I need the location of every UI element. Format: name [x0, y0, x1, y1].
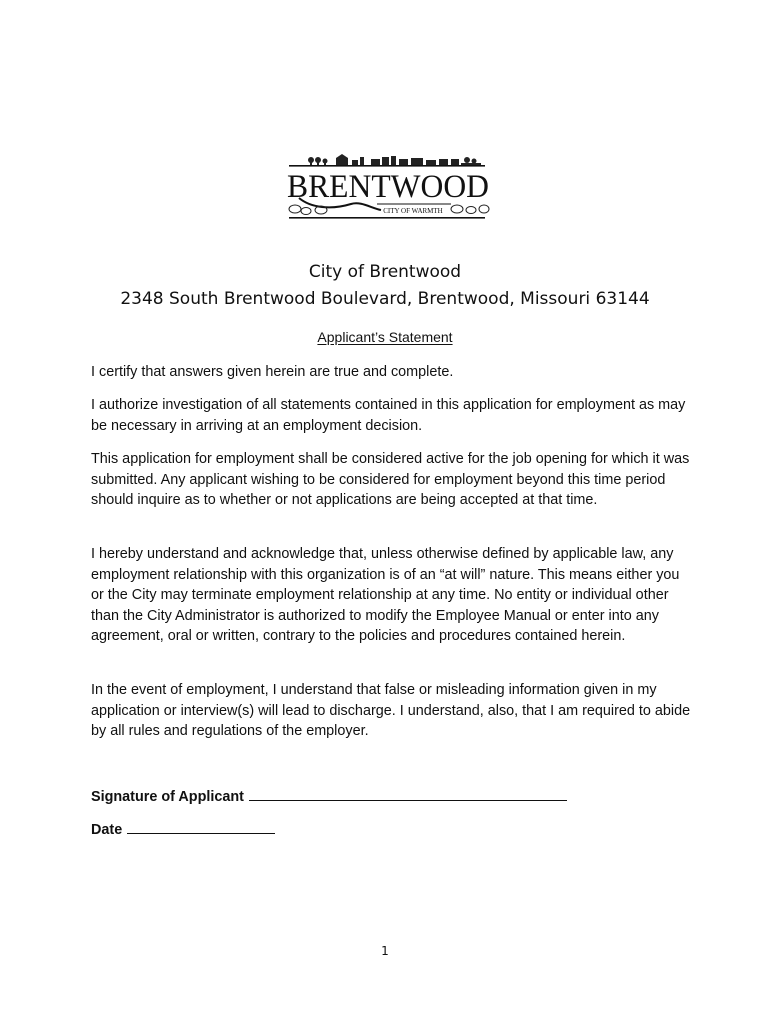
signature-field[interactable] [249, 788, 567, 801]
brentwood-logo [281, 152, 495, 224]
paragraph-active-period: This application for employment shall be considered active for the job opening for which it was submitted. Any applicant wishing to be considered for employment beyond this time period should inquire as to whether or not applications are being accepted at that time. [91, 451, 690, 508]
date-label: Date [91, 822, 123, 838]
signature-label: Signature of Applicant [91, 789, 244, 805]
city-name: City of Brentwood [308, 262, 462, 282]
page-number: 1 [381, 944, 389, 958]
section-title: Applicant’s Statement [317, 329, 453, 345]
paragraph-authorize: I authorize investigation of all statements contained in this application for employment as may be necessary in arriving at an employment decision. [91, 397, 686, 434]
logo-wordmark: BRENTWOOD [287, 169, 489, 205]
date-field[interactable] [127, 821, 275, 834]
date-row [91, 821, 275, 838]
skyline-icon [308, 154, 481, 165]
paragraph-at-will: I hereby understand and acknowledge that, unless otherwise defined by applicable law, any employment relationship with this organization is of an “at will” nature. This means either you or the City may terminate employment relationship at any time. No entity or individual other than the City Administrator is authorized to modify the Employee Manual or enter into any agreement, oral or written, contrary to the policies and procedures contained herein. [91, 546, 680, 644]
paragraph-discharge: In the event of employment, I understand that false or misleading information given in my application or interview(s) will lead to discharge. I understand, also, that I am required to abide by all rules and regulations of the employer. [91, 682, 691, 739]
paragraph-certify: I certify that answers given herein are true and complete. [91, 364, 454, 380]
signature-row [91, 788, 567, 805]
logo-tagline: CITY OF WARMTH [383, 207, 443, 215]
city-address: 2348 South Brentwood Boulevard, Brentwood, Missouri 63144 [120, 289, 650, 309]
